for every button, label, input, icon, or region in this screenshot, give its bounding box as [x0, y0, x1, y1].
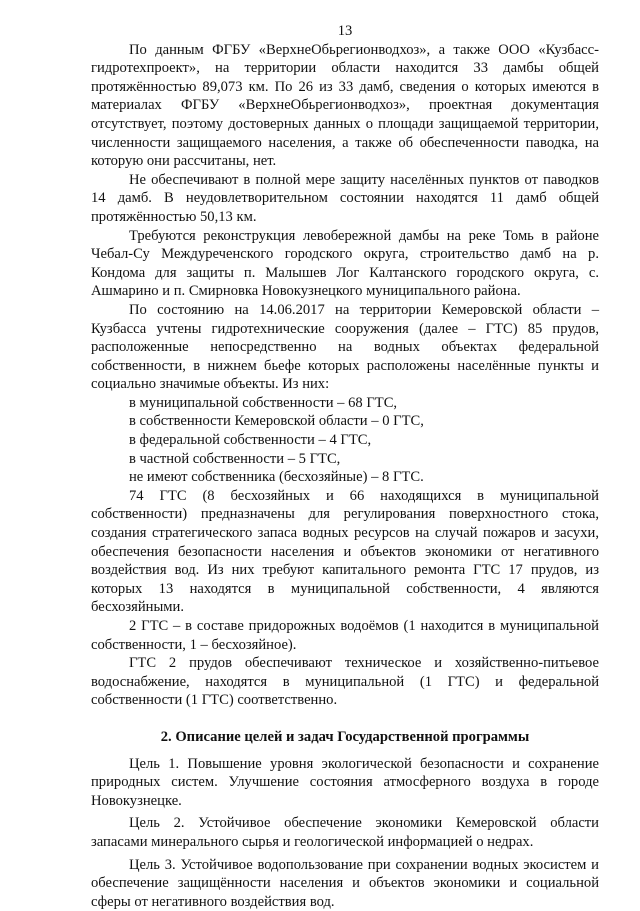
paragraph-2-gts-roadside: 2 ГТС – в составе придорожных водоёмов (1 находится в муниципальной собственности, 1 – бесхозяйное).	[91, 618, 599, 653]
goal-2: Цель 2. Устойчивое обеспечение экономики Кемеровской области запасами минерального сырья и геологической информацией о недрах.	[91, 815, 599, 850]
list-item: не имеют собственника (бесхозяйные) – 8 ГТС.	[129, 469, 424, 486]
paragraph-dams-insufficient: Не обеспечивают в полной мере защиту населённых пунктов от паводков 14 дамб. В неудовлетворительном состоянии находятся 11 дамб общей протяжённостью 50,13 км.	[91, 171, 599, 225]
paragraph-74-gts: 74 ГТС (8 бесхозяйных и 66 находящихся в муниципальной собственности) предназначены для регулирования поверхностного стока, создания стратегического запаса водных ресурсов на случай пожаров и засухи, обеспечения безопасности населения и объектов экономики от негативного воздействия вод. Из них требуют капитального ремонта ГТС 17 прудов, из которых 13 находятся в муниципальной собственности, 4 являются бесхозяйными.	[91, 487, 599, 616]
goal-3: Цель 3. Устойчивое водопользование при сохранении водных экосистем и обеспечение защищённости населения и объектов экономики и социальной сферы от негативного воздействия вод.	[91, 856, 599, 910]
document-page	[91, 22, 599, 911]
goal-1: Цель 1. Повышение уровня экологической безопасности и сохранение природных систем. Улучшение состояния атмосферного воздуха в городе Новокузнецке.	[91, 755, 599, 809]
page-number: 13	[337, 23, 353, 39]
section-heading: 2. Описание целей и задач Государственной программы	[160, 728, 530, 745]
list-item: в федеральной собственности – 4 ГТС,	[129, 432, 372, 449]
paragraph-water-supply: ГТС 2 прудов обеспечивают техническое и хозяйственно-питьевое водоснабжение, находятся в муниципальной (1 ГТС) и федеральной собственности (1 ГТС) соответственно.	[91, 655, 599, 709]
paragraph-hydraulic-structures: По состоянию на 14.06.2017 на территории Кемеровской области – Кузбасса учтены гидротехнические сооружения (далее – ГТС) 85 прудов, расположенные непосредственно на водных объектах федеральной собственности, в нижнем бьефе которых расположены населённые пункты и социально значимые объекты. Из них:	[91, 301, 599, 393]
paragraph-reconstruction: Требуются реконструкция левобережной дамбы на реке Томь в районе Чебал-Су Междуреченского городского округа, строительство дамб на р. Кондома для защиты п. Малышев Лог Калтанского городского округа, с. Ашмарино и п. Смирновка Новокузнецкого муниципального района.	[91, 227, 599, 300]
list-item: в муниципальной собственности – 68 ГТС,	[129, 394, 398, 411]
paragraph-dams-data: По данным ФГБУ «ВерхнеОбьрегионводхоз», а также ООО «Кузбасс-гидротехпроект», на территории области находится 33 дамбы общей протяжённостью 89,073 км. По 26 из 33 дамб, сведения о которых имеются в материалах ФГБУ «ВерхнеОбьрегионводхоз», проектная документация отсутствует, поэтому достоверных данных о площади защищаемой территории, численности защищаемого населения, а также об обеспеченности паводка, на которую они рассчитаны, нет.	[91, 41, 599, 170]
list-item: в собственности Кемеровской области – 0 ГТС,	[129, 413, 424, 430]
list-item: в частной собственности – 5 ГТС,	[129, 450, 341, 467]
